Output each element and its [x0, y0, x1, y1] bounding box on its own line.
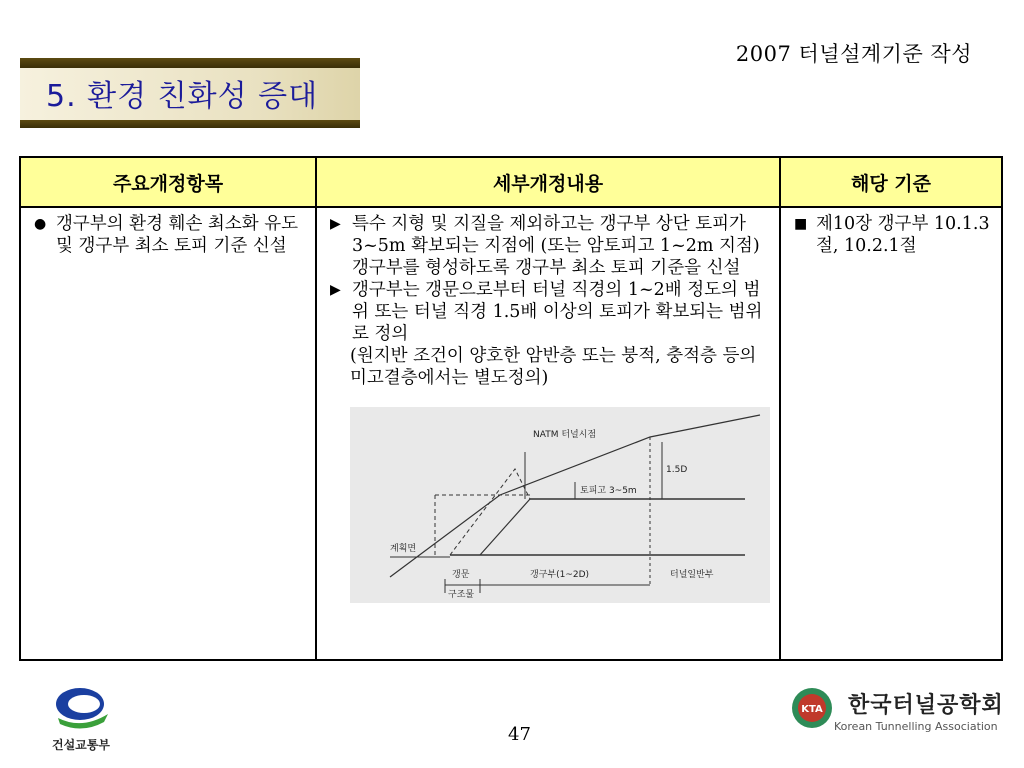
label-natm: NATM 터널시점 — [533, 430, 597, 440]
ministry-name: 건설교통부 — [52, 738, 110, 752]
label-plan: 계획면 — [390, 544, 417, 554]
standard-text: 제10장 갱구부 10.1.3절, 10.2.1절 — [816, 214, 990, 256]
list-item — [32, 213, 308, 257]
title-banner — [20, 58, 360, 130]
list-item — [792, 213, 994, 257]
detail-text-2: 갱구부는 갱문으로부터 터널 직경의 1~2배 정도의 범위 또는 터널 직경 1.5배 이상의 토피가 확보되는 범위로 정의 — [352, 280, 763, 344]
title-bar-bottom — [20, 120, 360, 128]
ministry-logo — [52, 684, 142, 754]
label-cover: 토피고 3~5m — [580, 486, 637, 496]
revision-table — [19, 156, 1003, 661]
arrow-bullet-icon: ▶ — [330, 282, 341, 298]
document-subtitle: 2007 터널설계기준 작성 — [735, 42, 972, 66]
kta-emblem-icon — [790, 686, 834, 730]
kta-logo — [790, 686, 1020, 746]
header-main-items: 주요개정항목 — [20, 157, 316, 207]
bullet-dot-icon: ● — [34, 216, 47, 232]
cell-standard — [780, 207, 1002, 660]
header-details: 세부개정내용 — [316, 157, 780, 207]
table-row — [20, 207, 1002, 660]
kta-badge-text: KTA — [801, 704, 823, 715]
label-1-5d: 1.5D — [666, 465, 688, 475]
detail-text-1: 특수 지형 및 지질을 제외하고는 갱구부 상단 토피가 3~5m 확보되는 지점에 (또는 암토피고 1~2m 지점) 갱구부를 형성하도록 갱구부 최소 토피 기준을 신설 — [352, 214, 760, 278]
kta-name-kr: 한국터널공학회 — [848, 693, 1004, 718]
detail-note: (원지반 조건이 양호한 암반층 또는 붕적, 충적층 등의 미고결층에서는 별도정의) — [350, 346, 757, 388]
header-standard: 해당 기준 — [780, 157, 1002, 207]
list-item — [328, 213, 772, 279]
label-structure: 구조물 — [448, 590, 475, 600]
label-general: 터널일반부 — [670, 570, 714, 580]
cell-main-item — [20, 207, 316, 660]
square-bullet-icon: ■ — [794, 216, 808, 232]
main-item-text: 갱구부의 환경 훼손 최소화 유도 및 갱구부 최소 토피 기준 신설 — [56, 214, 299, 256]
table-header-row — [20, 157, 1002, 207]
label-portal: 갱문 — [452, 570, 470, 580]
list-item — [328, 279, 772, 345]
title-bar-top — [20, 58, 360, 68]
cell-details — [316, 207, 780, 660]
label-portal-zone: 갱구부(1~2D) — [530, 570, 590, 580]
page-number: 47 — [508, 724, 531, 745]
ministry-emblem-icon — [52, 684, 112, 732]
portal-face-line — [480, 499, 530, 555]
arrow-bullet-icon: ▶ — [330, 216, 341, 232]
page-title: 5. 환경 친화성 증대 — [46, 79, 319, 114]
diagram-svg — [350, 407, 770, 603]
kta-name-en: Korean Tunnelling Association — [834, 720, 998, 733]
portal-cross-section-diagram — [350, 407, 770, 603]
